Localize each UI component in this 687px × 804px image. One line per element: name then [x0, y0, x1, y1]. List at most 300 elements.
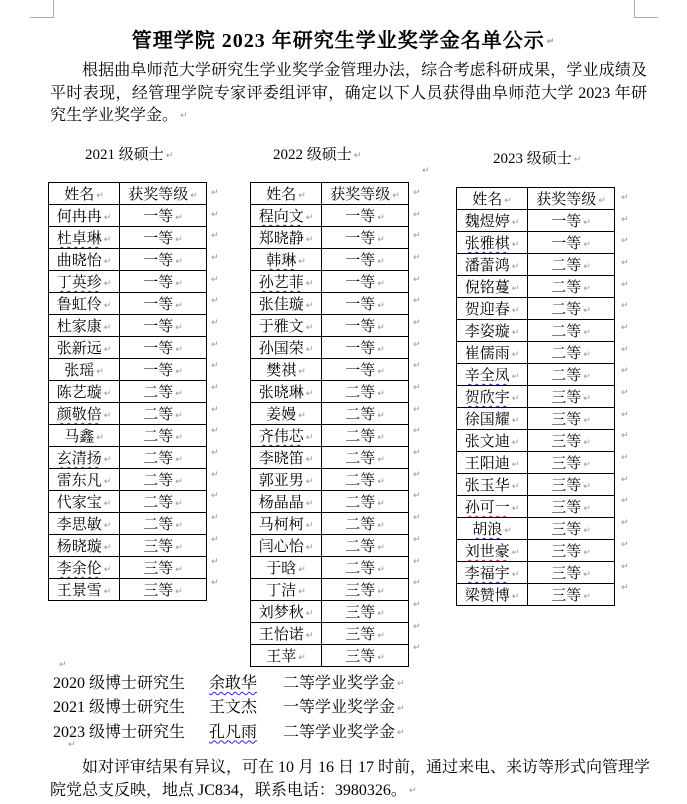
pilcrow-mark: ↵ — [298, 564, 306, 575]
pilcrow-mark: ↵ — [377, 586, 385, 597]
table-row — [457, 320, 615, 342]
row-end-mark — [411, 312, 421, 334]
award-grade: 一等 — [143, 231, 174, 247]
award-grade: 一等 — [143, 319, 174, 335]
award-grade: 二等 — [345, 517, 376, 533]
award-grade: 一等 — [551, 214, 582, 230]
pilcrow-mark: ↵ — [103, 564, 112, 575]
name-cell — [457, 386, 528, 408]
pilcrow-mark: ↵ — [511, 217, 520, 228]
student-name: 李思敏 — [56, 517, 102, 533]
table-row — [457, 496, 615, 518]
grade-cell — [120, 271, 207, 293]
pilcrow-mark: ↵ — [413, 383, 421, 394]
pilcrow-mark: ↵ — [511, 371, 520, 382]
pilcrow-mark: ↵ — [583, 481, 591, 492]
pilcrow-mark: ↵ — [511, 547, 520, 558]
row-end-mark — [411, 225, 421, 247]
row-end-mark — [411, 247, 421, 269]
name-cell — [457, 474, 528, 496]
pilcrow-mark: ↵ — [96, 432, 104, 443]
pilcrow-mark: ↵ — [377, 278, 385, 289]
closing-text: 如对评审结果有异议，可在 10 月 16 日 17 时前，通过来电、来访等形式向管理学院党总支反映，地点 JC834，联系电话：3980326。 — [50, 759, 651, 799]
award-grade: 三等 — [345, 583, 376, 599]
table-row — [457, 452, 615, 474]
pilcrow-mark: ↵ — [621, 409, 629, 420]
student-name: 闫心怡 — [258, 539, 304, 555]
pilcrow-mark: ↵ — [504, 195, 512, 206]
name-cell — [457, 320, 528, 342]
award-grade: 三等 — [551, 588, 582, 604]
grade-cell — [322, 249, 409, 271]
name-cell — [457, 496, 528, 518]
pilcrow-mark: ↵ — [211, 296, 219, 307]
student-name: 王苹 — [266, 649, 297, 665]
pilcrow-mark: ↵ — [413, 187, 421, 198]
student-name: 张瑶 — [64, 363, 95, 379]
closing-paragraph — [50, 756, 650, 803]
grade-header-cell: 获奖等级 ↵ — [322, 183, 409, 205]
award-grade: 二等 — [345, 473, 376, 489]
pilcrow-mark: ↵ — [103, 300, 112, 311]
pilcrow-mark: ↵ — [621, 583, 629, 594]
student-name: 玄清扬 — [56, 451, 102, 467]
row-end-mark — [619, 382, 629, 404]
name-cell — [457, 210, 528, 232]
pilcrow-mark: ↵ — [175, 520, 183, 531]
pilcrow-mark: ↵ — [298, 586, 306, 597]
grade-cell — [120, 447, 207, 469]
name-cell — [251, 491, 322, 513]
table-row — [251, 271, 409, 293]
table-row — [251, 205, 409, 227]
pilcrow-mark: ↵ — [583, 459, 591, 470]
row-end-mark — [209, 464, 219, 486]
grade-cell — [322, 337, 409, 359]
award-grade: 三等 — [143, 583, 174, 599]
pilcrow-mark: ↵ — [175, 278, 183, 289]
grade-cell — [322, 403, 409, 425]
student-name: 王景雪 — [56, 583, 102, 599]
pilcrow-mark: ↵ — [211, 404, 219, 415]
grade-cell — [322, 315, 409, 337]
name-cell — [49, 579, 120, 601]
table-row — [457, 254, 615, 276]
pilcrow-mark: ↵ — [511, 481, 520, 492]
table-row — [49, 293, 207, 315]
award-grade: 二等 — [143, 473, 174, 489]
table-row — [251, 579, 409, 601]
pilcrow-mark: ↵ — [511, 415, 520, 426]
pilcrow-mark: ↵ — [103, 344, 112, 355]
award-grade: 二等 — [551, 368, 582, 384]
phd-name: 王文杰 — [209, 699, 258, 717]
grade-cell — [120, 557, 207, 579]
pilcrow-mark: ↵ — [175, 256, 183, 267]
grade-cell — [322, 557, 409, 579]
award-grade: 二等 — [551, 280, 582, 296]
pilcrow-mark: ↵ — [583, 437, 591, 448]
intro-paragraph — [50, 60, 647, 128]
pilcrow-mark: ↵ — [211, 361, 219, 372]
award-grade: 一等 — [143, 209, 174, 225]
grade-cell — [120, 403, 207, 425]
grade-cell — [322, 601, 409, 623]
table-row — [457, 474, 615, 496]
pilcrow-mark: ↵ — [583, 261, 591, 272]
award-grade: 二等 — [143, 495, 174, 511]
row-end-mark — [411, 507, 421, 529]
pilcrow-mark: ↵ — [211, 187, 219, 198]
scholarship-table-2023 — [456, 187, 615, 606]
student-name: 潘蕾鸿 — [464, 258, 510, 274]
pilcrow-mark: ↵ — [175, 564, 183, 575]
row-end-mark — [411, 356, 421, 378]
student-name: 胡浪 — [472, 522, 503, 538]
row-end-mark — [209, 247, 219, 269]
pilcrow-mark: ↵ — [511, 239, 520, 250]
name-cell — [457, 342, 528, 364]
grade-cell — [120, 249, 207, 271]
pilcrow-mark: ↵ — [211, 469, 219, 480]
pilcrow-mark: ↵ — [353, 150, 362, 161]
row-end-mark — [209, 551, 219, 573]
grade-cell — [120, 491, 207, 513]
pilcrow-mark: ↵ — [413, 252, 421, 263]
name-cell — [251, 403, 322, 425]
name-cell — [49, 249, 120, 271]
table-row — [49, 205, 207, 227]
pilcrow-mark: ↵ — [413, 231, 421, 242]
grade-cell — [528, 320, 615, 342]
grade-cell — [528, 584, 615, 606]
pilcrow-mark: ↵ — [511, 503, 520, 514]
name-cell — [251, 557, 322, 579]
name-cell — [251, 447, 322, 469]
table-row — [457, 518, 615, 540]
row-end-marks-2021 — [209, 182, 219, 594]
pilcrow-mark: ↵ — [175, 322, 183, 333]
student-name: 杜家康 — [56, 319, 102, 335]
name-cell — [457, 540, 528, 562]
grade-cell — [322, 623, 409, 645]
award-grade: 三等 — [345, 649, 376, 665]
row-end-mark — [619, 252, 629, 274]
name-cell — [49, 557, 120, 579]
pilcrow-mark: ↵ — [165, 150, 174, 161]
table-row — [251, 557, 409, 579]
header-row — [251, 183, 409, 205]
name-cell — [251, 227, 322, 249]
student-name: 魏煜婷 — [464, 214, 510, 230]
pilcrow-mark: ↵ — [103, 454, 112, 465]
pilcrow-mark: ↵ — [377, 608, 385, 619]
pilcrow-mark: ↵ — [583, 217, 591, 228]
student-name: 刘世豪 — [464, 544, 510, 560]
pilcrow-mark: ↵ — [621, 496, 629, 507]
pilcrow-mark: ↵ — [573, 154, 582, 165]
pilcrow-mark: ↵ — [190, 190, 198, 201]
row-end-mark — [411, 377, 421, 399]
pilcrow-mark: ↵ — [305, 498, 314, 509]
pilcrow-mark: ↵ — [621, 344, 629, 355]
row-end-mark — [619, 317, 629, 339]
name-cell — [49, 205, 120, 227]
grade-cell — [528, 408, 615, 430]
grade-cell — [322, 359, 409, 381]
student-name: 孙国荣 — [258, 341, 304, 357]
pilcrow-mark: ↵ — [546, 37, 556, 48]
row-end-mark — [209, 377, 219, 399]
row-end-marks-2022 — [411, 182, 421, 659]
row-end-mark — [411, 204, 421, 226]
pilcrow-mark: ↵ — [211, 513, 219, 524]
name-cell — [457, 254, 528, 276]
student-name: 张雅棋 — [464, 236, 510, 252]
grade-cell — [120, 337, 207, 359]
pilcrow-mark: ↵ — [211, 426, 219, 437]
award-grade: 三等 — [345, 627, 376, 643]
student-name: 雷东凡 — [56, 473, 102, 489]
table-row — [457, 232, 615, 254]
pilcrow-mark: ↵ — [377, 652, 385, 663]
pilcrow-mark: ↵ — [511, 569, 520, 580]
pilcrow-mark: ↵ — [621, 192, 629, 203]
pilcrow-mark: ↵ — [408, 785, 417, 796]
name-cell — [251, 469, 322, 491]
grade-cell — [528, 210, 615, 232]
grade-cell — [528, 298, 615, 320]
table-row — [49, 579, 207, 601]
pilcrow-mark: ↵ — [583, 393, 591, 404]
pilcrow-mark: ↵ — [583, 525, 591, 536]
pilcrow-mark: ↵ — [413, 448, 421, 459]
pilcrow-mark: ↵ — [103, 520, 112, 531]
pilcrow-mark: ↵ — [621, 431, 629, 442]
pilcrow-mark: ↵ — [175, 410, 183, 421]
pilcrow-mark: ↵ — [211, 491, 219, 502]
table-row — [457, 430, 615, 452]
pilcrow-mark: ↵ — [211, 578, 219, 589]
pilcrow-mark: ↵ — [175, 476, 183, 487]
intro-text: 根据曲阜师范大学研究生学业奖学金管理办法，综合考虑科研成果，学业成绩及平时表现，经管理学院专家评委组评审，确定以下人员获得曲阜师范大学 2023 年研究生学业奖学金。 — [50, 62, 647, 124]
row-end-mark — [209, 334, 219, 356]
pilcrow-mark: ↵ — [377, 454, 385, 465]
name-cell — [49, 271, 120, 293]
table-row — [49, 359, 207, 381]
pilcrow-mark: ↵ — [175, 234, 183, 245]
name-cell — [251, 425, 322, 447]
grade-cell — [528, 518, 615, 540]
table-row — [49, 249, 207, 271]
student-name: 曲晓怡 — [56, 253, 102, 269]
table-row — [457, 298, 615, 320]
pilcrow-mark: ↵ — [103, 278, 112, 289]
pilcrow-mark: ↵ — [211, 274, 219, 285]
row-end-mark — [209, 356, 219, 378]
grade-cell — [528, 342, 615, 364]
table-row — [457, 408, 615, 430]
award-grade: 二等 — [143, 429, 174, 445]
pilcrow-mark: ↵ — [621, 539, 629, 550]
student-name: 樊祺 — [266, 363, 297, 379]
pilcrow-mark: ↵ — [583, 327, 591, 338]
table-row — [49, 381, 207, 403]
row-end-mark — [619, 404, 629, 426]
award-grade: 一等 — [551, 236, 582, 252]
award-grade: 一等 — [345, 319, 376, 335]
award-grade: 二等 — [345, 451, 376, 467]
table-row — [457, 562, 615, 584]
pilcrow-mark: ↵ — [103, 388, 112, 399]
row-end-mark — [411, 421, 421, 443]
row-end-mark — [619, 274, 629, 296]
grade-cell — [120, 425, 207, 447]
pilcrow-mark: ↵ — [583, 349, 591, 360]
student-name: 王怡诺 — [258, 627, 304, 643]
table-row — [251, 535, 409, 557]
row-end-mark — [411, 572, 421, 594]
row-end-mark — [209, 507, 219, 529]
phd-line — [53, 672, 405, 696]
pilcrow-mark: ↵ — [298, 652, 306, 663]
pilcrow-mark: ↵ — [211, 231, 219, 242]
row-end-mark — [411, 269, 421, 291]
name-cell — [457, 232, 528, 254]
pilcrow-mark: ↵ — [103, 542, 112, 553]
pilcrow-mark: ↵ — [583, 591, 591, 602]
student-name: 刘梦秋 — [258, 605, 304, 621]
pilcrow-mark: ↵ — [583, 239, 591, 250]
name-cell — [49, 227, 120, 249]
name-cell — [251, 623, 322, 645]
grade-cell — [322, 425, 409, 447]
pilcrow-mark: ↵ — [298, 366, 306, 377]
grade-cell — [120, 227, 207, 249]
table-row — [49, 227, 207, 249]
name-cell — [49, 293, 120, 315]
pilcrow-mark: ↵ — [598, 195, 606, 206]
award-grade: 二等 — [551, 324, 582, 340]
pilcrow-mark: ↵ — [377, 344, 385, 355]
student-name: 杨晶晶 — [258, 495, 304, 511]
section-label-2021: 2021 级硕士 ↵ — [85, 147, 174, 163]
pilcrow-mark: ↵ — [413, 317, 421, 328]
student-name: 郑晓静 — [258, 231, 304, 247]
row-end-mark — [619, 491, 629, 513]
pilcrow-mark: ↵ — [583, 305, 591, 316]
name-cell — [49, 469, 120, 491]
pilcrow-mark: ↵ — [511, 459, 520, 470]
pilcrow-mark: ↵ — [305, 278, 314, 289]
table-row — [457, 386, 615, 408]
pilcrow-mark: ↵ — [422, 166, 430, 176]
pilcrow-mark: ↵ — [211, 339, 219, 350]
pilcrow-mark: ↵ — [298, 190, 306, 201]
row-end-mark — [619, 361, 629, 383]
table-row — [457, 342, 615, 364]
pilcrow-mark: ↵ — [413, 513, 421, 524]
grade-cell — [322, 381, 409, 403]
student-name: 于晗 — [266, 561, 297, 577]
grade-cell — [528, 254, 615, 276]
phd-award: 二等学业奖学金 — [283, 675, 396, 692]
name-cell — [457, 452, 528, 474]
row-end-mark — [619, 534, 629, 556]
name-cell — [49, 535, 120, 557]
grade-cell — [322, 491, 409, 513]
table-row — [251, 491, 409, 513]
award-grade: 三等 — [551, 434, 582, 450]
pilcrow-mark: ↵ — [511, 261, 520, 272]
phd-name: 孔凡雨 — [209, 723, 258, 741]
pilcrow-mark: ↵ — [175, 586, 183, 597]
phd-cohort-label: 2023 级博士研究生 — [53, 723, 186, 741]
award-grade: 三等 — [551, 544, 582, 560]
row-end-mark — [619, 447, 629, 469]
pilcrow-mark: ↵ — [103, 322, 112, 333]
section-label-2023: 2023 级硕士 ↵ — [493, 151, 582, 167]
student-name: 李晓笛 — [258, 451, 304, 467]
student-name: 丁洁 — [266, 583, 297, 599]
name-cell — [251, 315, 322, 337]
student-name: 张晓琳 — [258, 385, 304, 401]
phd-cohort-label: 2020 级博士研究生 — [53, 675, 186, 692]
award-grade: 一等 — [345, 209, 376, 225]
name-cell — [251, 601, 322, 623]
pilcrow-mark: ↵ — [305, 630, 314, 641]
pilcrow-mark: ↵ — [175, 454, 183, 465]
name-cell — [457, 408, 528, 430]
award-grade: 三等 — [551, 500, 582, 516]
pilcrow-mark: ↵ — [103, 410, 112, 421]
pilcrow-mark: ↵ — [298, 256, 306, 267]
student-name: 倪铭蔓 — [464, 280, 510, 296]
grade-cell — [120, 359, 207, 381]
pilcrow-mark: ↵ — [413, 209, 421, 220]
row-end-mark — [411, 616, 421, 638]
pilcrow-mark: ↵ — [211, 317, 219, 328]
pilcrow-mark: ↵ — [621, 257, 629, 268]
pilcrow-mark: ↵ — [621, 518, 629, 529]
student-name: 贺迎春 — [464, 302, 510, 318]
student-name: 杜卓琳 — [56, 231, 102, 247]
name-cell — [251, 293, 322, 315]
table-row — [49, 425, 207, 447]
phd-cohort-label: 2021 级博士研究生 — [53, 699, 186, 717]
table-row — [251, 425, 409, 447]
table-row — [49, 491, 207, 513]
row-end-mark — [619, 295, 629, 317]
grade-cell — [120, 513, 207, 535]
award-grade: 一等 — [345, 275, 376, 291]
pilcrow-mark: ↵ — [175, 344, 183, 355]
pilcrow-mark: ↵ — [511, 349, 520, 360]
pilcrow-mark: ↵ — [511, 591, 520, 602]
award-grade: 二等 — [143, 451, 174, 467]
name-cell — [457, 518, 528, 540]
pilcrow-mark: ↵ — [413, 296, 421, 307]
pilcrow-mark: ↵ — [175, 432, 183, 443]
pilcrow-mark: ↵ — [305, 300, 314, 311]
pilcrow-mark: ↵ — [413, 621, 421, 632]
pilcrow-mark: ↵ — [175, 212, 183, 223]
row-end-mark — [619, 339, 629, 361]
pilcrow-mark: ↵ — [68, 740, 76, 750]
student-name: 程向文 — [258, 209, 304, 225]
header-row — [49, 183, 207, 205]
phd-award: 二等学业奖学金 — [283, 723, 396, 741]
